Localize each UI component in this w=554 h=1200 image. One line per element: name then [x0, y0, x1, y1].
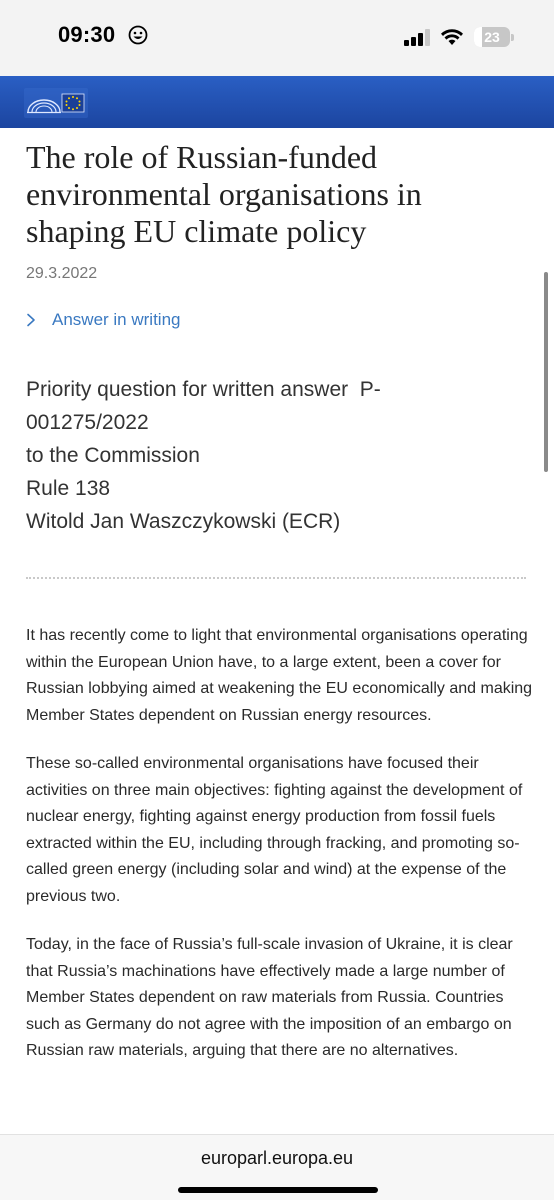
status-bar: [0, 0, 554, 76]
answer-in-writing-link[interactable]: [26, 310, 526, 330]
signal-icon: [404, 28, 430, 46]
question-body: [26, 623, 536, 1065]
meta-author: Witold Jan Waszczykowski (ECR): [26, 510, 341, 533]
question-metadata: [26, 373, 526, 538]
browser-address-bar[interactable]: [0, 1134, 554, 1200]
url-label[interactable]: europarl.europa.eu: [200, 1148, 354, 1168]
status-time: 09:30: [58, 22, 116, 47]
scrollbar[interactable]: [544, 272, 548, 472]
chevron-right-icon: [26, 313, 36, 327]
european-parliament-logo[interactable]: [24, 88, 88, 118]
meta-rule: Rule 138: [26, 477, 111, 500]
paragraph: These so-called environmental organisations have focused their activities on three main objectives: fighting against the development of nuclear energy, fighting against energy production from fossil fuels extracted within the EU, including through fracking, and promoting so-called green energy (including solar and wind) at the expense of the previous two.: [26, 755, 523, 905]
page-title: The role of Russian-funded environmental organisations in shaping EU climate policy: [26, 139, 422, 249]
wifi-icon: [440, 28, 464, 46]
main-content: [26, 128, 533, 1087]
divider: [26, 577, 526, 579]
answer-link-label[interactable]: Answer in writing: [52, 310, 181, 329]
meta-addressee: to the Commission: [26, 444, 200, 467]
status-icons: [404, 26, 510, 48]
document-date: 29.3.2022: [26, 265, 98, 282]
smiley-icon: [128, 25, 148, 45]
battery-fill: [474, 27, 482, 47]
home-indicator[interactable]: [178, 1187, 378, 1193]
site-header: [0, 76, 554, 128]
meta-reference: 001275/2022: [26, 411, 149, 434]
battery-level: 23: [484, 29, 500, 45]
meta-question-type: Priority question for written answer P-: [26, 378, 381, 401]
battery-icon: [474, 27, 510, 47]
paragraph: Today, in the face of Russia’s full-scale invasion of Ukraine, it is clear that Russia’s machinations have effectively made a large number of Member States dependent on raw materials from Russia. Countries such as Germany do not agree with the imposition of an embargo on Russian raw materials, arguing that there are no alternatives.: [26, 936, 513, 1059]
paragraph: It has recently come to light that environmental organisations operating within the European Union have, to a large extent, been a cover for Russian lobbying aimed at weakening the EU economically and making Member States dependent on Russian energy resources.: [26, 627, 533, 724]
